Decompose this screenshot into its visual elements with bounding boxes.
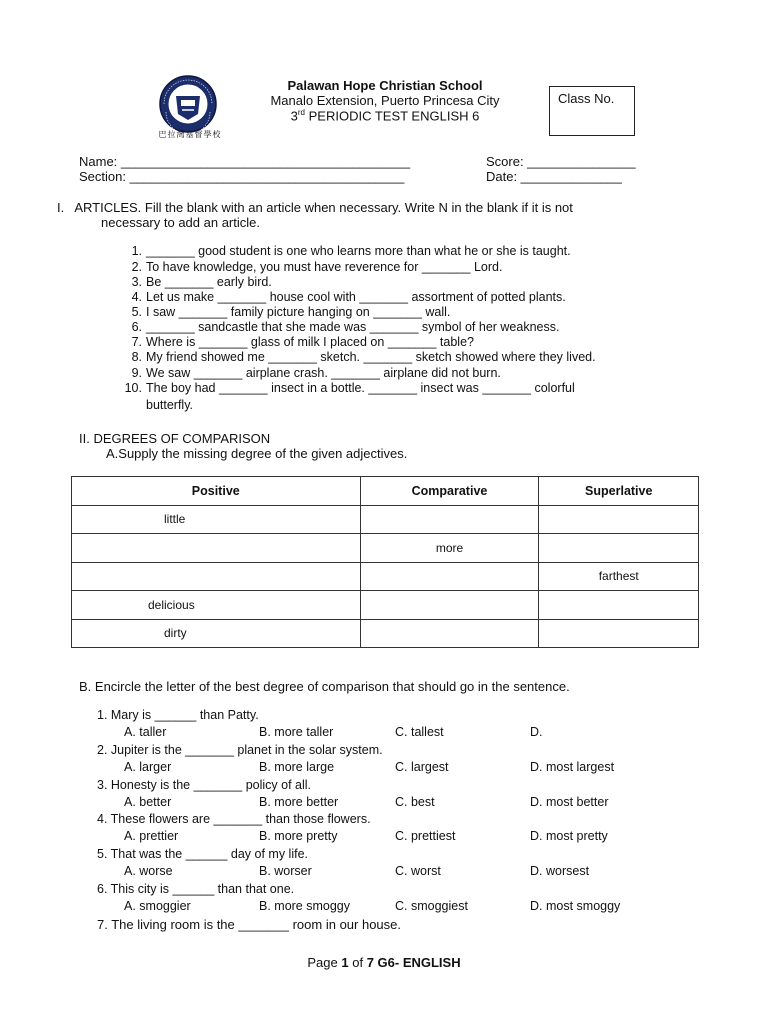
choice-option-c[interactable]: C. largest [395, 759, 449, 774]
table-cell[interactable] [360, 619, 539, 648]
school-address: Manalo Extension, Puerto Princesa City [270, 93, 500, 108]
item-number: 3. [131, 275, 142, 289]
question-text: 1. Mary is ______ than Patty. [97, 708, 259, 722]
item-number: 10. [124, 381, 142, 395]
table-cell: farthest [539, 562, 699, 591]
part2-sub-b: B. Encircle the letter of the best degree of comparison that should go in the sentence. [79, 679, 570, 694]
choice-option-b[interactable]: B. more taller [259, 725, 334, 739]
part1-title: I. ARTICLES. Fill the blank with an article when necessary. Write N in the blank if it is not [57, 200, 573, 215]
table-cell[interactable] [360, 505, 539, 534]
table-cell[interactable] [539, 534, 699, 563]
question-7: 7. The living room is the _______ room in our house. [97, 917, 401, 932]
choice-option-d[interactable]: D. [530, 725, 543, 739]
table-cell[interactable] [539, 619, 699, 648]
item10-cont: butterfly. [146, 398, 194, 412]
question-text: 5. That was the ______ day of my life. [97, 847, 309, 862]
page-number: 1 [341, 955, 349, 970]
item-number: 2. [131, 260, 142, 274]
logo-caption: 巴拉灣基督學校 [158, 130, 222, 139]
table-cell: little [72, 505, 361, 534]
choice-option-d[interactable]: D. most largest [530, 759, 615, 774]
item-number: 1. [131, 244, 142, 258]
item-text: _______ sandcastle that she made was _______ symbol of her weakness. [146, 320, 560, 334]
choice-option-c[interactable]: C. smoggiest [395, 899, 468, 913]
item-text: To have knowledge, you must have reverence for _______ Lord. [146, 260, 503, 274]
table-row [72, 505, 699, 534]
choice-option-d[interactable]: D. most better [530, 794, 609, 809]
choice-option-c[interactable]: C. best [395, 794, 435, 809]
course-label: G6- ENGLISH [373, 955, 461, 970]
choice-option-b[interactable]: B. more smoggy [259, 899, 351, 913]
question-text: 4. These flowers are _______ than those flowers. [97, 812, 371, 827]
choice-option-a[interactable]: A. prettier [124, 829, 179, 844]
table-cell[interactable] [72, 534, 361, 563]
page-footer: Page 1 of 7 G6- ENGLISH [307, 955, 461, 970]
table-cell: delicious [72, 591, 361, 620]
section-field[interactable]: Section: ______________________________________ [79, 169, 405, 184]
item-number: 9. [131, 366, 142, 380]
table-cell[interactable] [539, 505, 699, 534]
item-number: 7. [131, 335, 142, 349]
table-row [72, 619, 699, 648]
choice-option-b[interactable]: B. more pretty [259, 829, 338, 844]
choice-option-a[interactable]: A. taller [124, 725, 167, 739]
question-text: 3. Honesty is the _______ policy of all. [97, 777, 312, 792]
page-total: 7 [366, 955, 374, 970]
item-text: Where is _______ glass of milk I placed on _______ table? [146, 335, 474, 349]
class-no-box[interactable] [549, 86, 635, 136]
table-cell[interactable] [539, 591, 699, 620]
item-text: _______ good student is one who learns more than what he or she is taught. [146, 244, 571, 258]
choice-option-a[interactable]: A. smoggier [124, 899, 191, 913]
item-text: Be _______ early bird. [146, 275, 272, 289]
item-text: We saw _______ airplane crash. _______ airplane did not burn. [146, 366, 501, 380]
choice-option-d[interactable]: D. most smoggy [530, 899, 621, 913]
choice-option-d[interactable]: D. most pretty [530, 829, 608, 844]
choice-option-a[interactable]: A. worse [124, 864, 173, 879]
table-cell: dirty [72, 619, 361, 648]
score-field[interactable]: Score: _______________ [486, 154, 636, 169]
choice-option-b[interactable]: B. worser [259, 864, 312, 879]
choice-option-c[interactable]: C. prettiest [395, 829, 456, 844]
choice-option-d[interactable]: D. worsest [530, 864, 590, 879]
table-cell[interactable] [72, 562, 361, 591]
item-number: 5. [131, 305, 142, 319]
table-header-row [72, 477, 699, 506]
item-number: 6. [131, 320, 142, 334]
class-no-label: Class No. [558, 91, 615, 106]
table-row [72, 591, 699, 620]
table-row [72, 534, 699, 563]
item-text: Let us make _______ house cool with _______ assortment of potted plants. [146, 290, 566, 304]
item-number: 8. [131, 350, 142, 364]
table-cell[interactable] [360, 562, 539, 591]
choice-option-b[interactable]: B. more better [259, 794, 339, 809]
item-text: I saw _______ family picture hanging on _______ wall. [146, 305, 451, 319]
part2-sub-a: A.Supply the missing degree of the given adjectives. [106, 446, 408, 461]
item-text: My friend showed me _______ sketch. _______ sketch showed where they lived. [146, 350, 596, 364]
date-field[interactable]: Date: ______________ [486, 169, 622, 184]
choice-option-c[interactable]: C. worst [395, 864, 441, 879]
choice-option-a[interactable]: A. better [124, 794, 172, 809]
choice-option-c[interactable]: C. tallest [395, 725, 444, 739]
col-comparative: Comparative [360, 477, 539, 506]
part1-title-cont: necessary to add an article. [101, 215, 260, 230]
name-field[interactable]: Name: ________________________________________ [79, 154, 411, 169]
question-text: 2. Jupiter is the _______ planet in the solar system. [97, 742, 383, 757]
choice-option-b[interactable]: B. more large [259, 759, 335, 774]
part2-title: II. DEGREES OF COMPARISON [79, 431, 271, 446]
table-cell[interactable] [360, 591, 539, 620]
question-text: 6. This city is ______ than that one. [97, 882, 295, 896]
test-title: 3rd PERIODIC TEST ENGLISH 6 [290, 108, 480, 124]
choice-option-a[interactable]: A. larger [124, 759, 172, 774]
table-row [72, 562, 699, 591]
table-cell: more [360, 534, 539, 563]
comparison-table [71, 476, 699, 648]
item-number: 4. [131, 290, 142, 304]
school-name: Palawan Hope Christian School [287, 78, 483, 93]
item-text: The boy had _______ insect in a bottle. _______ insect was _______ colorful [146, 381, 575, 395]
col-superlative: Superlative [539, 477, 699, 506]
col-positive: Positive [72, 477, 361, 506]
